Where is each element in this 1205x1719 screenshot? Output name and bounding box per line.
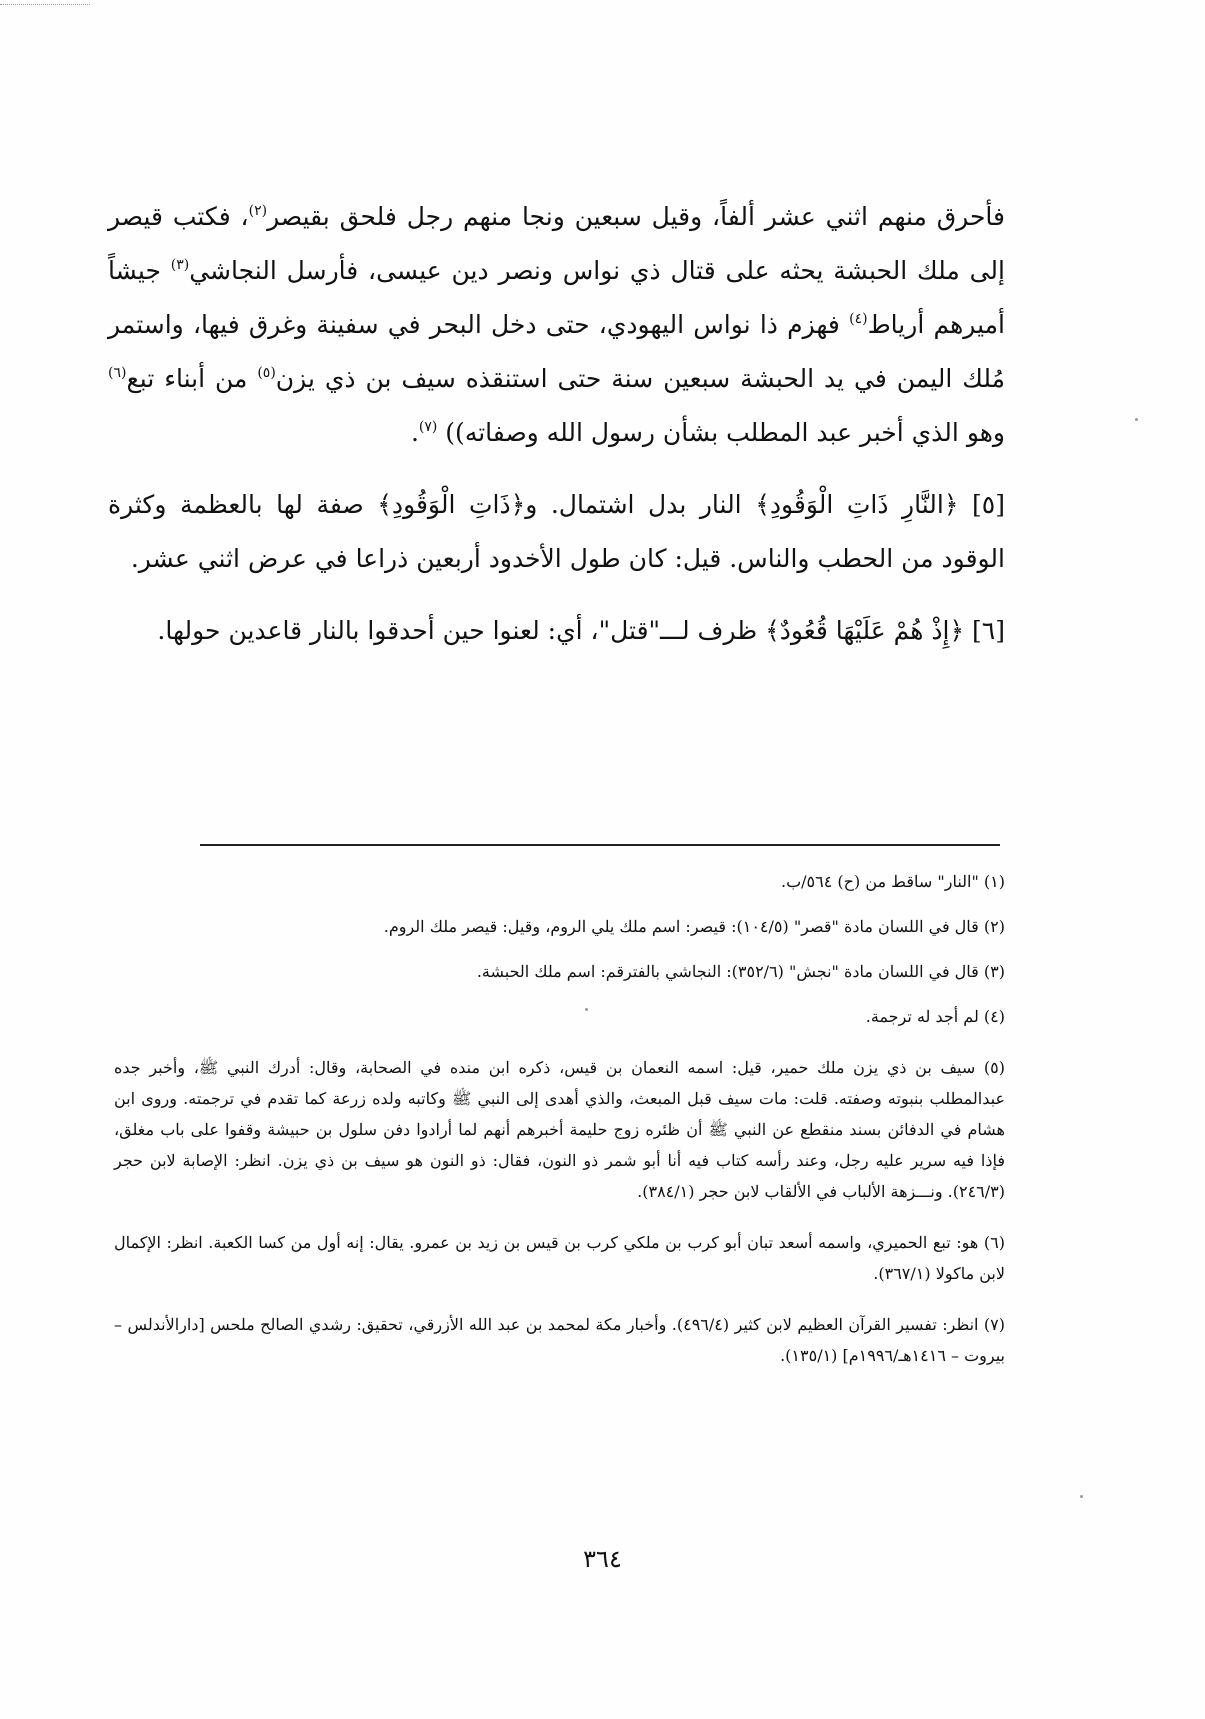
footnote-marker: (٧) xyxy=(418,419,438,435)
text-segment: من أبناء تبع xyxy=(126,364,258,393)
scan-speck xyxy=(1135,418,1138,421)
footnote-marker: (٤) xyxy=(849,311,868,327)
text-segment: فأحرق منهم اثني عشر ألفاً، وقيل سبعين ونجا منهم رجل فلحق بقيصر xyxy=(267,202,1005,231)
footnote-marker: (٥) xyxy=(257,365,276,381)
footnote-marker: (٦) xyxy=(108,365,127,381)
text-segment: جيشاً أميرهم أرياط xyxy=(108,256,1005,339)
footnote-2: (٢) قال في اللسان مادة "قصر" (١٠٤/٥): قيصر: اسم ملك يلي الروم، وقيل: قيصر ملك الروم. xyxy=(383,917,1005,936)
main-paragraph-1 xyxy=(108,190,1005,460)
text-segment: وهو الذي أخبر عبد المطلب بشأن رسول الله وصفاته)) xyxy=(437,418,1005,447)
text-segment: . xyxy=(410,418,419,447)
footnote-3: (٣) قال في اللسان مادة "نجش" (٣٥٢/٦): النجاشي بالفترقم: اسم ملك الحبشة. xyxy=(476,962,1005,981)
footnotes-section xyxy=(114,866,1005,1391)
text-segment: [٥] ﴿النَّارِ ذَاتِ الْوَقُودِ﴾ النار بدل اشتمال. و﴿ذَاتِ الْوَقُودِ﴾ صفة لها بالعظمة وكثرة الوقود من الحطب والناس. قيل: كان طول الأخدود أربعين ذراعا في عرض اثني عشر. xyxy=(108,490,1005,573)
footnote-marker: (٢) xyxy=(248,203,268,219)
scan-speck xyxy=(585,1008,588,1011)
footnote-divider xyxy=(200,844,1000,846)
main-paragraph-3 xyxy=(108,604,1005,658)
footnote-1: (١) "النار" ساقط من (ح) ٥٦٤/ب. xyxy=(781,872,1005,891)
main-text-body xyxy=(108,190,1005,676)
text-segment: ، فكتب قيصر إلى ملك الحبشة يحثه على قتال ذي نواس ونصر دين عيسى، فأرسل النجاشي xyxy=(108,202,1005,285)
footnote-marker: (٣) xyxy=(170,257,190,273)
text-segment: [٦] ﴿إِذْ هُمْ عَلَيْهَا قُعُودٌ﴾ ظرف لـــ"قتل"، أي: لعنوا حين أحدقوا بالنار قاعدين حولها. xyxy=(157,616,1005,645)
footnote-4: (٤) لم أجد له ترجمة. xyxy=(865,1007,1005,1026)
footnote-7: (٧) انظر: تفسير القرآن العظيم لابن كثير (٤٩٦/٤). وأخبار مكة لمحمد بن عبد الله الأزرقي، تحقيق: رشدي الصالح ملحس [دارالأندلس – بيروت – ١٤١٦هـ/١٩٩٦م] (١٣٥/١). xyxy=(114,1315,1005,1365)
footnote-5: (٥) سيف بن ذي يزن ملك حمير، قيل: اسمه النعمان بن قيس، ذكره ابن منده في الصحابة، وقال: أدرك النبي ﷺ، وأخبر جده عبدالمطلب بنبوته وصفته. قلت: مات سيف قبل المبعث، والذي أهدى إلى النبي ﷺ وكاتبه ولده زرعة كما تقدم في ترجمته. وروى ابن هشام في الدفائن بسند منقطع عن النبي ﷺ أن ظئره زوج حليمة أخبرهم أنهم لما أرادوا دفن سلول بن حبيشة وقفوا على باب مغلق، فإذا فيه سرير عليه رجل، وعند رأسه كتاب فيه أنا أبو شمر ذو النون، فقال: ذو النون هو سيف بن ذي يزن. انظر: الإصابة لابن حجر (٢٤٦/٣). ونـــزهة الألباب في الألقاب لابن حجر (٣٨٤/١). xyxy=(114,1058,1006,1201)
scan-corner-mark xyxy=(0,4,90,5)
main-paragraph-2 xyxy=(108,478,1005,586)
page-number: ٣٦٤ xyxy=(583,1545,622,1573)
text-segment: فهزم ذا نواس اليهودي، حتى دخل البحر في سفينة وغرق فيها، واستمر مُلك اليمن في يد الحبشة سبعين سنة حتى استنقذه سيف بن ذي يزن xyxy=(108,310,1006,393)
footnote-6: (٦) هو: تبع الحميري، واسمه أسعد تبان أبو كرب بن ملكي كرب بن قيس بن زيد بن عمرو. يقال: إنه أول من كسا الكعبة. انظر: الإكمال لابن ماكولا (٣٦٧/١). xyxy=(114,1233,1005,1283)
scan-speck xyxy=(1080,1495,1083,1498)
